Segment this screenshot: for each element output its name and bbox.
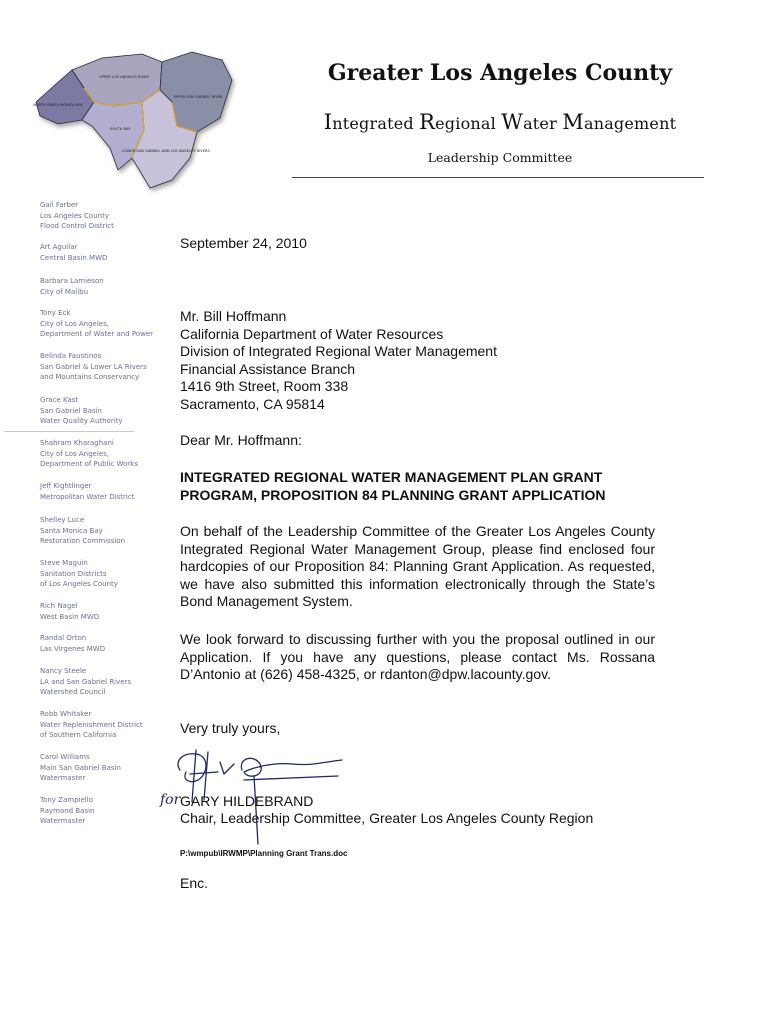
roster-member: Gail Farber Los Angeles County Flood Control District bbox=[40, 201, 114, 230]
roster-member: Randal Orton Las Virgenes MWD bbox=[40, 634, 106, 653]
roster-member: Art Aguilar Central Basin MWD bbox=[40, 243, 108, 262]
roster-member: Carol Williams Main San Gabriel Basin Watermaster bbox=[40, 753, 121, 782]
closing: Very truly yours, bbox=[180, 720, 281, 736]
body-paragraph: On behalf of the Leadership Committee of the Greater Los Angeles County Integrated Regional Water Management Group, please find enclosed four hardcopies of our Proposition 84: Planning Grant Application. As requested, we have also submitted this information electronically through the State’s Bond Management System. bbox=[180, 523, 655, 609]
file-path: P:\wmpub\IRWMP\Planning Grant Trans.doc bbox=[180, 849, 348, 858]
signer-title: Chair, Leadership Committee, Greater Los Angeles County Region bbox=[180, 810, 594, 826]
header-divider bbox=[292, 177, 704, 178]
map-label-south-bay: SOUTH BAY bbox=[109, 127, 131, 131]
map-label-upper-sg: UPPER SAN GABRIEL RIVER bbox=[173, 95, 223, 99]
roster-member: Shahram Kharaghani City of Los Angeles, Department of Public Works bbox=[40, 439, 138, 468]
program-title bbox=[290, 110, 710, 134]
map-label-lower: LOWER SAN GABRIEL AND LOS ANGELES RIVERS bbox=[122, 149, 210, 153]
signature-for-note: for bbox=[160, 792, 181, 808]
salutation: Dear Mr. Hoffmann: bbox=[180, 432, 302, 448]
org-title: Greater Los Angeles County bbox=[327, 60, 673, 86]
program-word: Management bbox=[562, 110, 677, 134]
handwritten-signature bbox=[152, 740, 367, 860]
enclosure-note: Enc. bbox=[180, 875, 209, 891]
roster-member: Grace Kast San Gabriel Basin Water Quality Authority bbox=[40, 396, 123, 425]
roster-member: Shelley Luce Santa Monica Bay Restoration Commission bbox=[40, 516, 126, 545]
signer-name: GARY HILDEBRAND bbox=[180, 793, 314, 809]
roster-member: Robb Whitaker Water Replenishment District of Southern California bbox=[40, 710, 143, 739]
roster-member: Steve Maguin Sanitation Districts of Los Angeles County bbox=[40, 559, 118, 588]
roster-member: Tony Zampiello Raymond Basin Watermaster bbox=[40, 796, 95, 825]
roster-member: Barbara Lamieson City of Malibu bbox=[40, 277, 104, 296]
recipient-address: Mr. Bill Hoffmann California Department of Water Resources Division of Integrated Regional Water Management Financial Assistance Branch 1416 9th Street, Room 338 Sacramento, CA 95814 bbox=[180, 308, 497, 412]
roster-member: Tony Eck City of Los Angeles, Department of Water and Power bbox=[40, 309, 154, 338]
region-map-logo bbox=[32, 40, 242, 200]
body-paragraph: We look forward to discussing further with you the proposal outlined in our Application. If you have any questions, please contact Ms. Rossana D’Antonio at (626) 458-4325, or rdanton@dpw.lacounty.gov. bbox=[180, 631, 655, 682]
program-word: Integrated bbox=[323, 110, 414, 134]
map-label-santa-monica: NORTH SANTA MONICA BAY bbox=[33, 103, 83, 107]
roster-member: Nancy Steele LA and San Gabriel Rivers Watershed Council bbox=[40, 667, 132, 696]
scan-mark bbox=[4, 431, 134, 432]
roster-member: Jeff Kightlinger Metropolitan Water District bbox=[40, 482, 135, 501]
committee-title: Leadership Committee bbox=[427, 150, 573, 165]
letter-date: September 24, 2010 bbox=[180, 235, 307, 251]
map-label-upper-la: UPPER LOS ANGELES RIVER bbox=[99, 75, 149, 79]
subject-line: INTEGRATED REGIONAL WATER MANAGEMENT PLAN GRANT PROGRAM, PROPOSITION 84 PLANNING GRANT APPLICATION bbox=[180, 469, 606, 503]
program-word: Regional bbox=[419, 110, 496, 134]
program-word: Water bbox=[501, 110, 557, 134]
roster-member: Belinda Faustinos San Gabriel & Lower LA Rivers and Mountains Conservancy bbox=[40, 352, 147, 381]
roster-member: Rich Nagel West Basin MWD bbox=[40, 602, 100, 621]
